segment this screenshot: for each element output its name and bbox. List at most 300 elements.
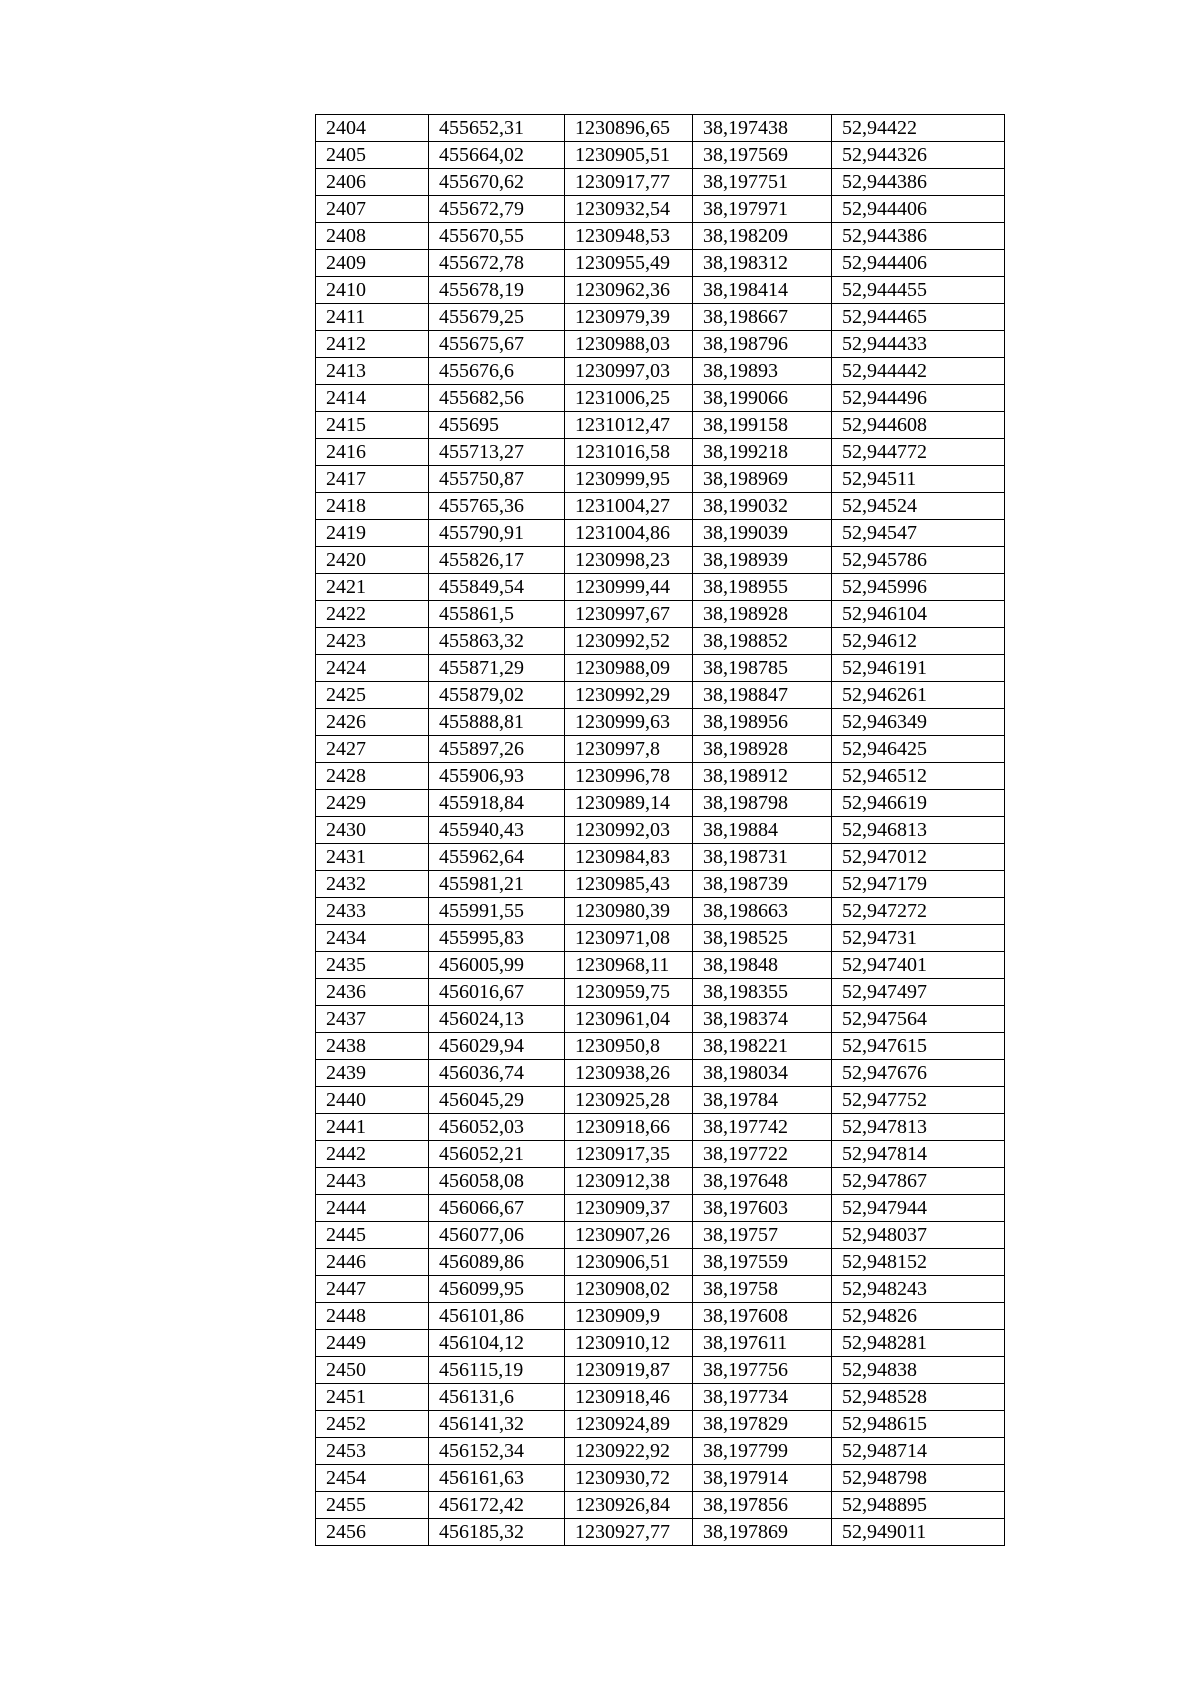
x-coordinate-cell: 455679,25 (429, 304, 565, 331)
y-coordinate-cell: 1230999,63 (565, 709, 693, 736)
table-row (316, 1249, 1005, 1276)
y-coordinate-cell: 1230999,44 (565, 574, 693, 601)
point-number-cell: 2433 (316, 898, 429, 925)
latitude-cell: 52,948528 (832, 1384, 1005, 1411)
x-coordinate-cell: 455675,67 (429, 331, 565, 358)
point-number-cell: 2444 (316, 1195, 429, 1222)
latitude-cell: 52,944386 (832, 169, 1005, 196)
longitude-cell: 38,198312 (693, 250, 832, 277)
coordinates-table (315, 114, 1005, 1546)
table-row (316, 1357, 1005, 1384)
latitude-cell: 52,947867 (832, 1168, 1005, 1195)
x-coordinate-cell: 455652,31 (429, 115, 565, 142)
longitude-cell: 38,197611 (693, 1330, 832, 1357)
table-row (316, 358, 1005, 385)
longitude-cell: 38,197829 (693, 1411, 832, 1438)
y-coordinate-cell: 1230955,49 (565, 250, 693, 277)
longitude-cell: 38,197914 (693, 1465, 832, 1492)
latitude-cell: 52,945996 (832, 574, 1005, 601)
y-coordinate-cell: 1230992,03 (565, 817, 693, 844)
y-coordinate-cell: 1230918,66 (565, 1114, 693, 1141)
y-coordinate-cell: 1230971,08 (565, 925, 693, 952)
point-number-cell: 2426 (316, 709, 429, 736)
point-number-cell: 2449 (316, 1330, 429, 1357)
point-number-cell: 2432 (316, 871, 429, 898)
table-row (316, 628, 1005, 655)
latitude-cell: 52,94511 (832, 466, 1005, 493)
latitude-cell: 52,947752 (832, 1087, 1005, 1114)
longitude-cell: 38,197751 (693, 169, 832, 196)
x-coordinate-cell: 456058,08 (429, 1168, 565, 1195)
y-coordinate-cell: 1230999,95 (565, 466, 693, 493)
x-coordinate-cell: 456141,32 (429, 1411, 565, 1438)
latitude-cell: 52,946104 (832, 601, 1005, 628)
latitude-cell: 52,944406 (832, 196, 1005, 223)
longitude-cell: 38,197971 (693, 196, 832, 223)
longitude-cell: 38,19884 (693, 817, 832, 844)
table-row (316, 1465, 1005, 1492)
point-number-cell: 2419 (316, 520, 429, 547)
y-coordinate-cell: 1230919,87 (565, 1357, 693, 1384)
table-row (316, 1168, 1005, 1195)
y-coordinate-cell: 1230997,67 (565, 601, 693, 628)
y-coordinate-cell: 1231016,58 (565, 439, 693, 466)
y-coordinate-cell: 1230992,52 (565, 628, 693, 655)
longitude-cell: 38,197722 (693, 1141, 832, 1168)
latitude-cell: 52,944455 (832, 277, 1005, 304)
latitude-cell: 52,948037 (832, 1222, 1005, 1249)
y-coordinate-cell: 1230907,26 (565, 1222, 693, 1249)
table-row (316, 304, 1005, 331)
longitude-cell: 38,198374 (693, 1006, 832, 1033)
longitude-cell: 38,198739 (693, 871, 832, 898)
latitude-cell: 52,94612 (832, 628, 1005, 655)
x-coordinate-cell: 456052,21 (429, 1141, 565, 1168)
point-number-cell: 2428 (316, 763, 429, 790)
latitude-cell: 52,94422 (832, 115, 1005, 142)
y-coordinate-cell: 1230961,04 (565, 1006, 693, 1033)
x-coordinate-cell: 455676,6 (429, 358, 565, 385)
latitude-cell: 52,949011 (832, 1519, 1005, 1546)
longitude-cell: 38,198928 (693, 736, 832, 763)
longitude-cell: 38,19893 (693, 358, 832, 385)
y-coordinate-cell: 1230962,36 (565, 277, 693, 304)
longitude-cell: 38,199032 (693, 493, 832, 520)
point-number-cell: 2413 (316, 358, 429, 385)
y-coordinate-cell: 1230938,26 (565, 1060, 693, 1087)
table-row (316, 736, 1005, 763)
y-coordinate-cell: 1230988,03 (565, 331, 693, 358)
point-number-cell: 2452 (316, 1411, 429, 1438)
y-coordinate-cell: 1230905,51 (565, 142, 693, 169)
y-coordinate-cell: 1230950,8 (565, 1033, 693, 1060)
longitude-cell: 38,199218 (693, 439, 832, 466)
longitude-cell: 38,197756 (693, 1357, 832, 1384)
longitude-cell: 38,198796 (693, 331, 832, 358)
x-coordinate-cell: 455879,02 (429, 682, 565, 709)
table-row (316, 1519, 1005, 1546)
longitude-cell: 38,198847 (693, 682, 832, 709)
table-row (316, 1303, 1005, 1330)
longitude-cell: 38,198034 (693, 1060, 832, 1087)
x-coordinate-cell: 455888,81 (429, 709, 565, 736)
x-coordinate-cell: 456185,32 (429, 1519, 565, 1546)
x-coordinate-cell: 455940,43 (429, 817, 565, 844)
latitude-cell: 52,948152 (832, 1249, 1005, 1276)
x-coordinate-cell: 455765,36 (429, 493, 565, 520)
x-coordinate-cell: 455861,5 (429, 601, 565, 628)
y-coordinate-cell: 1230930,72 (565, 1465, 693, 1492)
longitude-cell: 38,198852 (693, 628, 832, 655)
y-coordinate-cell: 1230922,92 (565, 1438, 693, 1465)
table-row (316, 952, 1005, 979)
x-coordinate-cell: 456115,19 (429, 1357, 565, 1384)
table-row (316, 1492, 1005, 1519)
longitude-cell: 38,198912 (693, 763, 832, 790)
longitude-cell: 38,198209 (693, 223, 832, 250)
table-row (316, 412, 1005, 439)
point-number-cell: 2434 (316, 925, 429, 952)
y-coordinate-cell: 1230988,09 (565, 655, 693, 682)
point-number-cell: 2417 (316, 466, 429, 493)
table-row (316, 1006, 1005, 1033)
x-coordinate-cell: 456024,13 (429, 1006, 565, 1033)
x-coordinate-cell: 455863,32 (429, 628, 565, 655)
latitude-cell: 52,946191 (832, 655, 1005, 682)
table-row (316, 1087, 1005, 1114)
x-coordinate-cell: 455991,55 (429, 898, 565, 925)
point-number-cell: 2418 (316, 493, 429, 520)
longitude-cell: 38,197559 (693, 1249, 832, 1276)
x-coordinate-cell: 456099,95 (429, 1276, 565, 1303)
latitude-cell: 52,944386 (832, 223, 1005, 250)
point-number-cell: 2431 (316, 844, 429, 871)
point-number-cell: 2408 (316, 223, 429, 250)
x-coordinate-cell: 455672,78 (429, 250, 565, 277)
point-number-cell: 2446 (316, 1249, 429, 1276)
y-coordinate-cell: 1230984,83 (565, 844, 693, 871)
y-coordinate-cell: 1230968,11 (565, 952, 693, 979)
point-number-cell: 2430 (316, 817, 429, 844)
point-number-cell: 2410 (316, 277, 429, 304)
longitude-cell: 38,198525 (693, 925, 832, 952)
table-row (316, 1141, 1005, 1168)
point-number-cell: 2438 (316, 1033, 429, 1060)
latitude-cell: 52,948714 (832, 1438, 1005, 1465)
y-coordinate-cell: 1230997,03 (565, 358, 693, 385)
latitude-cell: 52,944442 (832, 358, 1005, 385)
x-coordinate-cell: 455995,83 (429, 925, 565, 952)
y-coordinate-cell: 1230992,29 (565, 682, 693, 709)
latitude-cell: 52,947012 (832, 844, 1005, 871)
latitude-cell: 52,947814 (832, 1141, 1005, 1168)
table-row (316, 655, 1005, 682)
y-coordinate-cell: 1231006,25 (565, 385, 693, 412)
latitude-cell: 52,944496 (832, 385, 1005, 412)
longitude-cell: 38,197603 (693, 1195, 832, 1222)
latitude-cell: 52,944608 (832, 412, 1005, 439)
point-number-cell: 2445 (316, 1222, 429, 1249)
point-number-cell: 2423 (316, 628, 429, 655)
point-number-cell: 2435 (316, 952, 429, 979)
point-number-cell: 2443 (316, 1168, 429, 1195)
latitude-cell: 52,94547 (832, 520, 1005, 547)
x-coordinate-cell: 456077,06 (429, 1222, 565, 1249)
latitude-cell: 52,947564 (832, 1006, 1005, 1033)
longitude-cell: 38,198798 (693, 790, 832, 817)
table-row (316, 1384, 1005, 1411)
table-row (316, 925, 1005, 952)
point-number-cell: 2455 (316, 1492, 429, 1519)
latitude-cell: 52,947179 (832, 871, 1005, 898)
x-coordinate-cell: 456016,67 (429, 979, 565, 1006)
latitude-cell: 52,944326 (832, 142, 1005, 169)
point-number-cell: 2425 (316, 682, 429, 709)
longitude-cell: 38,197869 (693, 1519, 832, 1546)
coordinates-table-body (316, 115, 1005, 1546)
point-number-cell: 2411 (316, 304, 429, 331)
table-row (316, 169, 1005, 196)
x-coordinate-cell: 456089,86 (429, 1249, 565, 1276)
y-coordinate-cell: 1230924,89 (565, 1411, 693, 1438)
point-number-cell: 2416 (316, 439, 429, 466)
table-row (316, 763, 1005, 790)
longitude-cell: 38,19784 (693, 1087, 832, 1114)
table-row (316, 466, 1005, 493)
point-number-cell: 2454 (316, 1465, 429, 1492)
longitude-cell: 38,19848 (693, 952, 832, 979)
latitude-cell: 52,948243 (832, 1276, 1005, 1303)
y-coordinate-cell: 1230996,78 (565, 763, 693, 790)
x-coordinate-cell: 455713,27 (429, 439, 565, 466)
table-row (316, 898, 1005, 925)
latitude-cell: 52,94731 (832, 925, 1005, 952)
y-coordinate-cell: 1231004,27 (565, 493, 693, 520)
x-coordinate-cell: 455664,02 (429, 142, 565, 169)
y-coordinate-cell: 1230910,12 (565, 1330, 693, 1357)
latitude-cell: 52,946261 (832, 682, 1005, 709)
table-row (316, 682, 1005, 709)
point-number-cell: 2422 (316, 601, 429, 628)
longitude-cell: 38,198663 (693, 898, 832, 925)
longitude-cell: 38,197734 (693, 1384, 832, 1411)
longitude-cell: 38,197648 (693, 1168, 832, 1195)
longitude-cell: 38,198939 (693, 547, 832, 574)
point-number-cell: 2427 (316, 736, 429, 763)
x-coordinate-cell: 455897,26 (429, 736, 565, 763)
x-coordinate-cell: 456045,29 (429, 1087, 565, 1114)
point-number-cell: 2412 (316, 331, 429, 358)
latitude-cell: 52,947497 (832, 979, 1005, 1006)
y-coordinate-cell: 1230985,43 (565, 871, 693, 898)
point-number-cell: 2406 (316, 169, 429, 196)
latitude-cell: 52,94524 (832, 493, 1005, 520)
latitude-cell: 52,947615 (832, 1033, 1005, 1060)
x-coordinate-cell: 456104,12 (429, 1330, 565, 1357)
x-coordinate-cell: 455695 (429, 412, 565, 439)
longitude-cell: 38,198928 (693, 601, 832, 628)
table-row (316, 520, 1005, 547)
point-number-cell: 2441 (316, 1114, 429, 1141)
table-row (316, 1222, 1005, 1249)
latitude-cell: 52,946512 (832, 763, 1005, 790)
table-row (316, 601, 1005, 628)
x-coordinate-cell: 456172,42 (429, 1492, 565, 1519)
x-coordinate-cell: 456101,86 (429, 1303, 565, 1330)
table-row (316, 790, 1005, 817)
longitude-cell: 38,198956 (693, 709, 832, 736)
table-row (316, 1276, 1005, 1303)
latitude-cell: 52,947813 (832, 1114, 1005, 1141)
latitude-cell: 52,946619 (832, 790, 1005, 817)
table-row (316, 1114, 1005, 1141)
latitude-cell: 52,94826 (832, 1303, 1005, 1330)
latitude-cell: 52,944406 (832, 250, 1005, 277)
latitude-cell: 52,946349 (832, 709, 1005, 736)
point-number-cell: 2437 (316, 1006, 429, 1033)
y-coordinate-cell: 1230906,51 (565, 1249, 693, 1276)
x-coordinate-cell: 455682,56 (429, 385, 565, 412)
longitude-cell: 38,197742 (693, 1114, 832, 1141)
longitude-cell: 38,198355 (693, 979, 832, 1006)
x-coordinate-cell: 455670,62 (429, 169, 565, 196)
y-coordinate-cell: 1231012,47 (565, 412, 693, 439)
latitude-cell: 52,946425 (832, 736, 1005, 763)
table-row (316, 1411, 1005, 1438)
x-coordinate-cell: 455826,17 (429, 547, 565, 574)
point-number-cell: 2447 (316, 1276, 429, 1303)
x-coordinate-cell: 455750,87 (429, 466, 565, 493)
point-number-cell: 2442 (316, 1141, 429, 1168)
longitude-cell: 38,199066 (693, 385, 832, 412)
y-coordinate-cell: 1230908,02 (565, 1276, 693, 1303)
y-coordinate-cell: 1230909,9 (565, 1303, 693, 1330)
x-coordinate-cell: 455918,84 (429, 790, 565, 817)
y-coordinate-cell: 1230909,37 (565, 1195, 693, 1222)
x-coordinate-cell: 456036,74 (429, 1060, 565, 1087)
longitude-cell: 38,198785 (693, 655, 832, 682)
y-coordinate-cell: 1230896,65 (565, 115, 693, 142)
point-number-cell: 2456 (316, 1519, 429, 1546)
y-coordinate-cell: 1230979,39 (565, 304, 693, 331)
longitude-cell: 38,199039 (693, 520, 832, 547)
x-coordinate-cell: 456052,03 (429, 1114, 565, 1141)
point-number-cell: 2407 (316, 196, 429, 223)
point-number-cell: 2450 (316, 1357, 429, 1384)
y-coordinate-cell: 1230917,77 (565, 169, 693, 196)
table-row (316, 1438, 1005, 1465)
latitude-cell: 52,948615 (832, 1411, 1005, 1438)
table-row (316, 493, 1005, 520)
latitude-cell: 52,944465 (832, 304, 1005, 331)
table-row (316, 250, 1005, 277)
x-coordinate-cell: 455672,79 (429, 196, 565, 223)
table-row (316, 439, 1005, 466)
table-row (316, 1195, 1005, 1222)
table-row (316, 277, 1005, 304)
y-coordinate-cell: 1230912,38 (565, 1168, 693, 1195)
table-row (316, 817, 1005, 844)
longitude-cell: 38,197856 (693, 1492, 832, 1519)
point-number-cell: 2429 (316, 790, 429, 817)
table-row (316, 1330, 1005, 1357)
table-row (316, 709, 1005, 736)
point-number-cell: 2409 (316, 250, 429, 277)
latitude-cell: 52,945786 (832, 547, 1005, 574)
table-row (316, 1060, 1005, 1087)
longitude-cell: 38,198731 (693, 844, 832, 871)
x-coordinate-cell: 456005,99 (429, 952, 565, 979)
y-coordinate-cell: 1230925,28 (565, 1087, 693, 1114)
point-number-cell: 2404 (316, 115, 429, 142)
y-coordinate-cell: 1230918,46 (565, 1384, 693, 1411)
table-row (316, 223, 1005, 250)
x-coordinate-cell: 455849,54 (429, 574, 565, 601)
point-number-cell: 2414 (316, 385, 429, 412)
longitude-cell: 38,197569 (693, 142, 832, 169)
longitude-cell: 38,199158 (693, 412, 832, 439)
longitude-cell: 38,19758 (693, 1276, 832, 1303)
x-coordinate-cell: 455981,21 (429, 871, 565, 898)
y-coordinate-cell: 1230989,14 (565, 790, 693, 817)
table-row (316, 331, 1005, 358)
x-coordinate-cell: 455670,55 (429, 223, 565, 250)
latitude-cell: 52,948895 (832, 1492, 1005, 1519)
x-coordinate-cell: 455906,93 (429, 763, 565, 790)
y-coordinate-cell: 1230932,54 (565, 196, 693, 223)
point-number-cell: 2421 (316, 574, 429, 601)
latitude-cell: 52,947272 (832, 898, 1005, 925)
longitude-cell: 38,197799 (693, 1438, 832, 1465)
table-row (316, 142, 1005, 169)
latitude-cell: 52,946813 (832, 817, 1005, 844)
point-number-cell: 2448 (316, 1303, 429, 1330)
x-coordinate-cell: 456066,67 (429, 1195, 565, 1222)
point-number-cell: 2436 (316, 979, 429, 1006)
y-coordinate-cell: 1230927,77 (565, 1519, 693, 1546)
table-row (316, 844, 1005, 871)
point-number-cell: 2415 (316, 412, 429, 439)
longitude-cell: 38,19757 (693, 1222, 832, 1249)
latitude-cell: 52,947401 (832, 952, 1005, 979)
x-coordinate-cell: 456161,63 (429, 1465, 565, 1492)
longitude-cell: 38,198969 (693, 466, 832, 493)
point-number-cell: 2420 (316, 547, 429, 574)
point-number-cell: 2424 (316, 655, 429, 682)
x-coordinate-cell: 455962,64 (429, 844, 565, 871)
x-coordinate-cell: 456152,34 (429, 1438, 565, 1465)
table-row (316, 574, 1005, 601)
point-number-cell: 2439 (316, 1060, 429, 1087)
latitude-cell: 52,948281 (832, 1330, 1005, 1357)
x-coordinate-cell: 455678,19 (429, 277, 565, 304)
latitude-cell: 52,944433 (832, 331, 1005, 358)
point-number-cell: 2453 (316, 1438, 429, 1465)
table-row (316, 196, 1005, 223)
y-coordinate-cell: 1230998,23 (565, 547, 693, 574)
point-number-cell: 2451 (316, 1384, 429, 1411)
longitude-cell: 38,197438 (693, 115, 832, 142)
y-coordinate-cell: 1230980,39 (565, 898, 693, 925)
table-row (316, 979, 1005, 1006)
y-coordinate-cell: 1230917,35 (565, 1141, 693, 1168)
longitude-cell: 38,197608 (693, 1303, 832, 1330)
latitude-cell: 52,94838 (832, 1357, 1005, 1384)
x-coordinate-cell: 456029,94 (429, 1033, 565, 1060)
latitude-cell: 52,947676 (832, 1060, 1005, 1087)
point-number-cell: 2440 (316, 1087, 429, 1114)
x-coordinate-cell: 455871,29 (429, 655, 565, 682)
